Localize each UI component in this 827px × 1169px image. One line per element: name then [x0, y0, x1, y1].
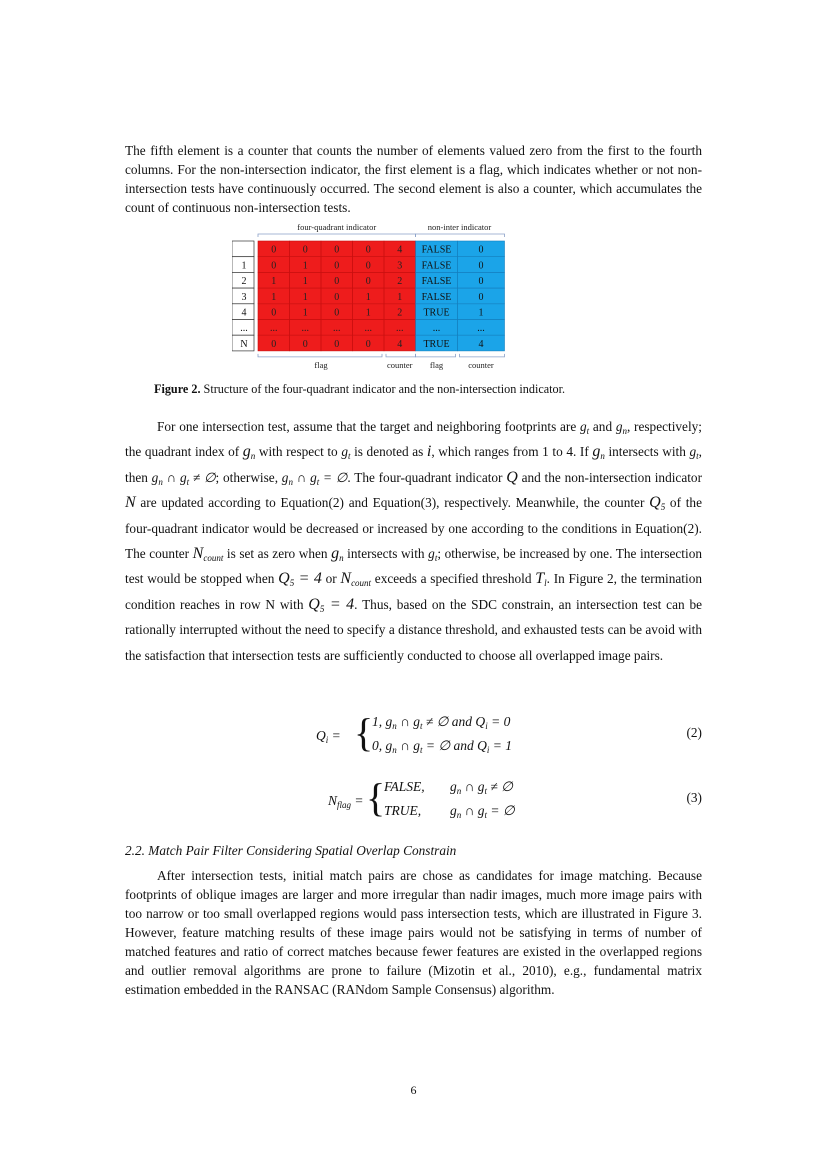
label-non-inter: non-inter indicator: [427, 222, 492, 232]
non-inter-cell-value: TRUE: [423, 307, 450, 319]
quadrant-cell-value: 0: [365, 338, 371, 350]
label-counter-right: counter: [468, 359, 494, 370]
quadrant-cell-value: 1: [302, 276, 308, 288]
quadrant-cell-value: 2: [397, 307, 403, 319]
quadrant-cell-value: ...: [301, 323, 309, 335]
quadrant-cell-value: 1: [271, 276, 277, 288]
bracket-counter-right: [460, 354, 505, 357]
row-label: 1: [241, 260, 247, 272]
non-inter-cell-value: TRUE: [423, 338, 450, 350]
row-label: ...: [240, 323, 248, 335]
paragraph-match-pair-filter: After intersection tests, initial match pairs are chose as candidates for image matching. Because footprints of oblique images are larger and more irregular than nadir images, much more image pairs with too narrow or too small overlapped regions would pass intersection tests, which are illustrated in Figure 3. However, feature matching results of these image pairs would not be satisfying in terms of number of matched features and ratio of correct matches because fewer features are existed in the overlapped regions and outlier removal algorithms are prone to failure (Mizotin et al., 2010), e.g., fundamental matrix estimation embedded in the RANSAC (RANdom Sample Consensus) algorithm.: [125, 868, 702, 997]
section-heading: 2.2. Match Pair Filter Considering Spatial Overlap Constrain: [125, 843, 457, 858]
quadrant-cell-value: 1: [365, 291, 371, 303]
figure-caption-label: Figure 2.: [154, 382, 201, 396]
paragraph-counter-description: The fifth element is a counter that counts the number of elements valued zero from the first to the fourth columns. For the non-intersection indicator, the first element is a flag, which indicates whether or not non-intersection tests have continuously occurred. The second element is also a counter, which accumulates the count of continuous non-intersection tests.: [125, 143, 702, 215]
quadrant-cell-value: 0: [271, 338, 277, 350]
quadrant-cell-value: ...: [270, 323, 278, 335]
bracket-four-quadrant: [258, 234, 416, 237]
row-label: 3: [241, 291, 247, 303]
quadrant-cell-value: ...: [333, 323, 341, 335]
quadrant-cell-value: 0: [334, 338, 340, 350]
quadrant-cell-value: 0: [334, 260, 340, 272]
quadrant-cell-value: 1: [302, 307, 308, 319]
non-inter-cell-value: FALSE: [421, 291, 452, 303]
quadrant-cell-value: 0: [302, 338, 308, 350]
figure-caption-text: Structure of the four-quadrant indicator and the non-intersection indicator.: [200, 382, 566, 396]
non-inter-cell-value: FALSE: [421, 244, 452, 256]
non-inter-cell-value: FALSE: [421, 260, 452, 272]
quadrant-cell-value: ...: [364, 323, 372, 335]
quadrant-cell-value: 0: [334, 276, 340, 288]
quadrant-cell-value: 1: [271, 291, 277, 303]
quadrant-cell-value: 4: [397, 244, 403, 256]
quadrant-cell-value: 0: [271, 244, 277, 256]
quadrant-cell-value: 0: [302, 244, 308, 256]
non-inter-cell-value: 0: [478, 244, 484, 256]
quadrant-cell-value: 0: [334, 244, 340, 256]
label-flag-left: flag: [314, 359, 328, 370]
bracket-flag-right: [416, 354, 456, 357]
quadrant-cell-value: ...: [396, 323, 404, 335]
figure-indicator-structure: [232, 220, 600, 375]
quadrant-cell-value: 0: [271, 307, 277, 319]
non-inter-cell-value: ...: [477, 323, 485, 335]
row-label: 4: [241, 307, 247, 319]
row-label: N: [240, 338, 248, 350]
bracket-non-inter: [416, 234, 505, 237]
equation-2: $Q_i$ = { 1, $g_n$ ∩ $g_t$ ≠ ∅ and $Q_i = 0$ 0, $g_n$ ∩ $g_t$ = ∅ and $Q_i = 1$: [316, 710, 513, 755]
quadrant-cell-value: 2: [397, 276, 403, 288]
equation-3-number: (3): [686, 790, 702, 805]
quadrant-cell-value: 1: [302, 260, 308, 272]
non-inter-cell-value: 0: [478, 276, 484, 288]
quadrant-cell-value: 0: [365, 260, 371, 272]
paragraph-intersection-test: For one intersection test, assume that the target and neighboring footprints are $g_t$ and $g_n$, respectively; the quadrant index of $g_n$ with respect to $g_t$ is denoted as i, which ranges from 1 to 4. If $g_n$ intersects with $g_t$, then $g_n$ ∩ $g_t$ ≠ ∅; otherwise, $g_n$ ∩ $g_t$ = ∅. The four-quadrant indicator Q and the non-intersection indicator N are updated according to Equation(2) and Equation(3), respectively. Meanwhile, the counter $Q_5$ of the four-quadrant indicator would be decreased or increased by one according to the conditions in Equation(2). The counter $N_{count}$ is set as zero when $g_n$ intersects with $g_t$; otherwise, be increased by one. The intersection test would be stopped when $Q_5 = 4$ or $N_{count}$ exceeds a specified threshold $T_l$. In Figure 2, the termination condition reaches in row N with $Q_5 = 4$. Thus, based on the SDC constrain, an intersection test can be rationally interrupted without the need to specify a distance threshold, and exhausted tests can be avoid with the satisfaction that intersection tests are sufficiently conducted to choose all overlapped image pairs.: [125, 419, 703, 663]
figure-caption: [154, 382, 565, 397]
non-inter-cell-value: 1: [478, 307, 484, 319]
label-four-quadrant: four-quadrant indicator: [297, 222, 377, 232]
quadrant-cell-value: 0: [365, 276, 371, 288]
equation-2-number: (2): [686, 725, 702, 740]
bracket-flag-left: [258, 354, 382, 357]
row-label-cell: [232, 241, 254, 257]
quadrant-cell-value: 1: [302, 291, 308, 303]
non-inter-cell-value: ...: [432, 323, 441, 335]
non-inter-cell-value: 0: [478, 291, 484, 303]
quadrant-cell-value: 1: [397, 291, 403, 303]
non-inter-cell-value: 4: [478, 338, 484, 350]
quadrant-cell-value: 4: [397, 338, 403, 350]
quadrant-cell-value: 3: [397, 260, 403, 272]
label-counter-left: counter: [387, 359, 413, 370]
equation-3: $N_{flag}$ = { FALSE, $g_n$ ∩ $g_t$ ≠ ∅ TRUE, $g_n$ ∩ $g_t$ = ∅: [328, 775, 515, 820]
quadrant-cell-value: 0: [334, 291, 340, 303]
page-number: 6: [410, 1083, 417, 1097]
bracket-counter-left: [386, 354, 416, 357]
quadrant-cell-value: 1: [365, 307, 371, 319]
row-label: 2: [241, 276, 247, 288]
quadrant-cell-value: 0: [365, 244, 371, 256]
non-inter-cell-value: FALSE: [421, 276, 452, 288]
quadrant-cell-value: 0: [271, 260, 277, 272]
non-inter-cell-value: 0: [478, 260, 484, 272]
label-flag-right: flag: [429, 359, 444, 370]
quadrant-cell-value: 0: [334, 307, 340, 319]
indicator-table-figure: [232, 220, 600, 375]
